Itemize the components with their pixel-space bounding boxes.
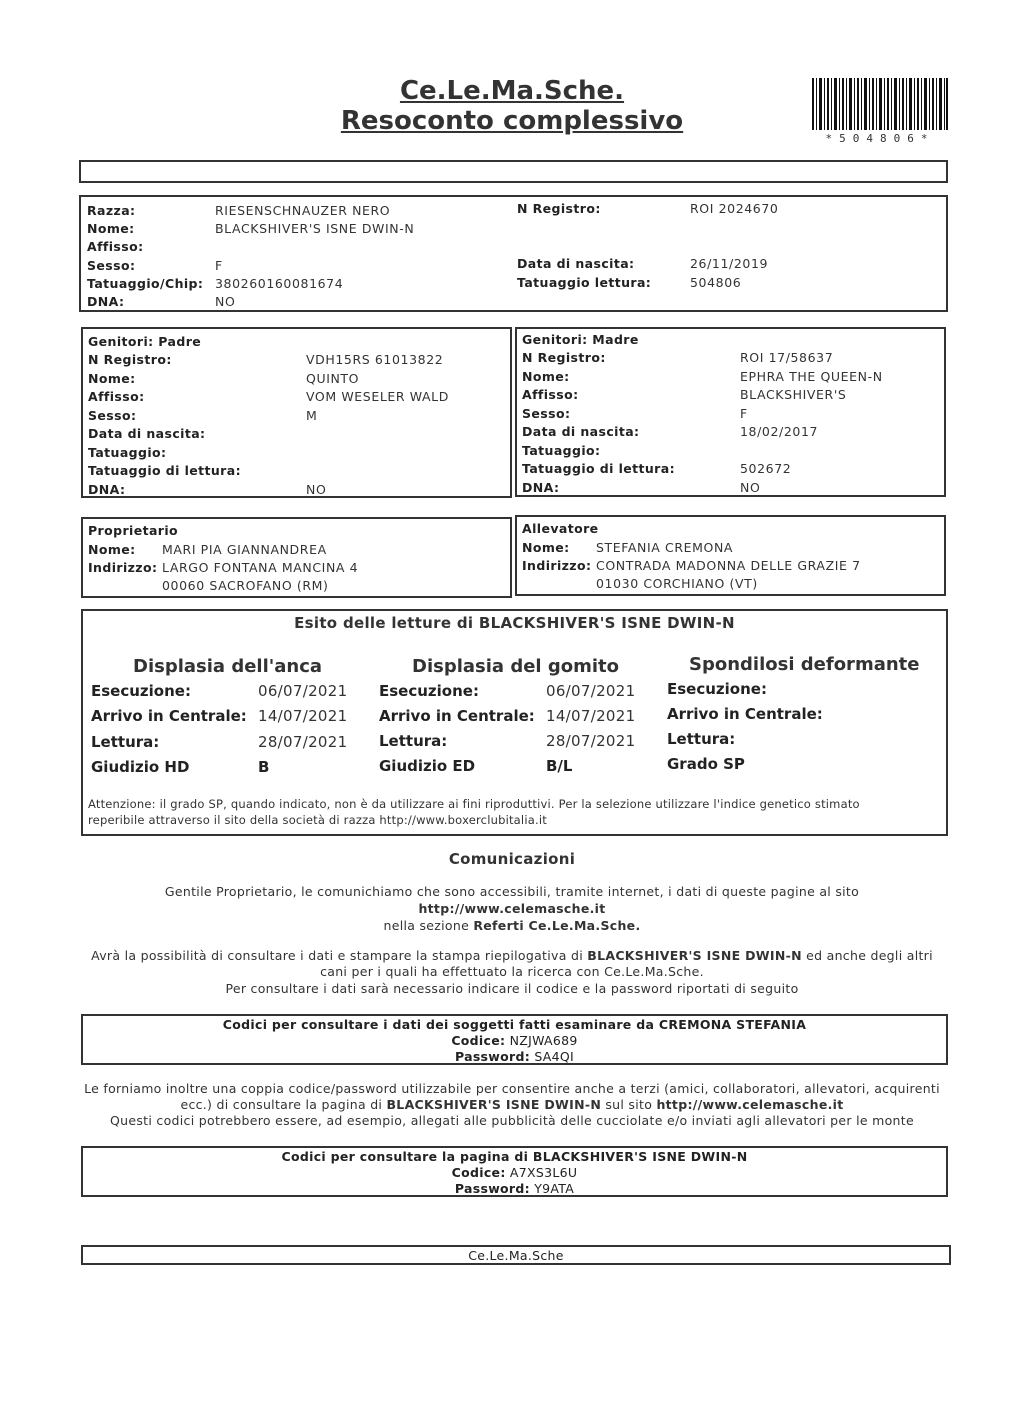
dna-value: NO (215, 294, 236, 309)
comunicazioni-p3-dogname: BLACKSHIVER'S ISNE DWIN-N (386, 1097, 602, 1112)
codes-box-dogpage (81, 1146, 948, 1197)
comunicazioni-p3-line2 (0, 1097, 1024, 1112)
razza-value: RIESENSCHNAUZER NERO (215, 203, 391, 218)
madre-nascita-label: Data di nascita: (522, 424, 640, 439)
codice-value: NZJWA689 (509, 1033, 578, 1048)
proprietario-nome-value: MARI PIA GIANNANDREA (162, 542, 327, 557)
gomito-giudizio-label: Giudizio ED (379, 757, 476, 775)
nome-value: BLACKSHIVER'S ISNE DWIN-N (215, 221, 415, 236)
madre-sesso-value: F (740, 406, 748, 421)
codes-box-dogpage-password (83, 1181, 946, 1196)
codes-box-dogpage-codice (83, 1165, 946, 1180)
anca-heading: Displasia dell'anca (133, 656, 323, 677)
madre-affisso-label: Affisso: (522, 387, 579, 402)
nome-label: Nome: (87, 221, 135, 236)
spondilosi-grado-label: Grado SP (667, 755, 745, 773)
chip-label: Tatuaggio/Chip: (87, 276, 204, 291)
codes-box-breeder (81, 1014, 948, 1065)
spondilosi-esecuzione-label: Esecuzione: (667, 680, 767, 698)
footer-text: Ce.Le.Ma.Sche (468, 1248, 564, 1263)
codes-box-breeder-codice (83, 1033, 946, 1048)
proprietario-indirizzo-line1: LARGO FONTANA MANCINA 4 (162, 560, 359, 575)
password-label: Password: (454, 1181, 530, 1196)
padre-nome-label: Nome: (88, 371, 136, 386)
sesso-value: F (215, 258, 223, 273)
comunicazioni-p2-line1-pre: Avrà la possibilità di consultare i dati e stampare la stampa riepilogativa di (91, 948, 588, 963)
padre-box (81, 327, 512, 498)
madre-title: Genitori: Madre (522, 332, 639, 347)
dog-info-box (79, 195, 948, 312)
madre-dna-value: NO (740, 480, 761, 495)
madre-nome-label: Nome: (522, 369, 570, 384)
registro-label: N Registro: (517, 201, 601, 216)
madre-registro-value: ROI 17/58637 (740, 350, 834, 365)
gomito-lettura-value: 28/07/2021 (546, 732, 636, 750)
madre-nascita-value: 18/02/2017 (740, 424, 819, 439)
padre-dna-value: NO (306, 482, 327, 497)
madre-nome-value: EPHRA THE QUEEN-N (740, 369, 883, 384)
gomito-heading: Displasia del gomito (412, 656, 619, 677)
anca-esecuzione-label: Esecuzione: (91, 682, 191, 700)
sesso-label: Sesso: (87, 258, 136, 273)
comunicazioni-url: http://www.celemasche.it (418, 901, 606, 916)
barcode-image (812, 78, 948, 130)
allevatore-indirizzo-line1: CONTRADA MADONNA DELLE GRAZIE 7 (596, 558, 861, 573)
esito-note-line2: reperibile attraverso il sito della società di razza http://www.boxerclubitalia.it (88, 813, 547, 827)
anca-lettura-value: 28/07/2021 (258, 733, 348, 751)
madre-sesso-label: Sesso: (522, 406, 571, 421)
spondilosi-arrivo-label: Arrivo in Centrale: (667, 705, 823, 723)
anca-giudizio-value: B (258, 758, 270, 776)
nascita-label: Data di nascita: (517, 256, 635, 271)
esito-note-line1: Attenzione: il grado SP, quando indicato, non è da utilizzare ai fini riproduttivi. Per la selezione utilizzare l'indice genetico stimato (88, 797, 860, 811)
padre-dna-label: DNA: (88, 482, 126, 497)
proprietario-indirizzo-line2: 00060 SACROFANO (RM) (162, 578, 329, 593)
codice-label: Codice: (451, 1165, 506, 1180)
gomito-esecuzione-label: Esecuzione: (379, 682, 479, 700)
allevatore-box (515, 515, 946, 596)
allevatore-indirizzo-line2: 01030 CORCHIANO (VT) (596, 576, 758, 591)
lettura-label: Tatuaggio lettura: (517, 275, 652, 290)
esito-title: Esito delle letture di BLACKSHIVER'S ISNE DWIN-N (294, 614, 735, 632)
comunicazioni-p1-line3-text: nella sezione (383, 918, 474, 933)
madre-lettura-label: Tatuaggio di lettura: (522, 461, 675, 476)
gomito-esecuzione-value: 06/07/2021 (546, 682, 636, 700)
spondilosi-heading: Spondilosi deformante (689, 654, 920, 675)
comunicazioni-p1-line3 (0, 918, 1024, 933)
codice-value: A7XS3L6U (509, 1165, 578, 1180)
codes-box-breeder-title: Codici per consultare i dati dei soggetti fatti esaminare da CREMONA STEFANIA (222, 1017, 807, 1032)
razza-label: Razza: (87, 203, 136, 218)
comunicazioni-p2-line1-post: ed anche degli altri (801, 948, 933, 963)
padre-registro-label: N Registro: (88, 352, 172, 367)
allevatore-nome-value: STEFANIA CREMONA (596, 540, 734, 555)
password-label: Password: (454, 1049, 531, 1064)
comunicazioni-p2-line2: cani per i quali ha effettuato la ricerca con Ce.Le.Ma.Sche. (320, 964, 704, 979)
allevatore-title: Allevatore (522, 521, 599, 536)
comunicazioni-p2-line1 (0, 948, 1024, 963)
empty-header-box (79, 160, 948, 183)
allevatore-indirizzo-label: Indirizzo: (522, 558, 592, 573)
padre-affisso-value: VOM WESELER WALD (306, 389, 449, 404)
comunicazioni-p3-line2-pre: ecc.) di consultare la pagina di (180, 1097, 387, 1112)
gomito-lettura-label: Lettura: (379, 732, 448, 750)
padre-sesso-value: M (306, 408, 318, 423)
esito-box (81, 609, 948, 836)
spondilosi-lettura-label: Lettura: (667, 730, 736, 748)
nascita-value: 26/11/2019 (690, 256, 769, 271)
padre-nome-value: QUINTO (306, 371, 360, 386)
comunicazioni-p3-url: http://www.celemasche.it (656, 1097, 844, 1112)
madre-tatuaggio-label: Tatuaggio: (522, 443, 601, 458)
password-value: Y9ATA (534, 1181, 575, 1196)
madre-affisso-value: BLACKSHIVER'S (740, 387, 847, 402)
anca-esecuzione-value: 06/07/2021 (258, 682, 348, 700)
proprietario-title: Proprietario (88, 523, 179, 538)
chip-value: 380260160081674 (215, 276, 344, 291)
anca-lettura-label: Lettura: (91, 733, 160, 751)
affisso-label: Affisso: (87, 239, 144, 254)
padre-registro-value: VDH15RS 61013822 (306, 352, 444, 367)
dna-label: DNA: (87, 294, 125, 309)
madre-registro-label: N Registro: (522, 350, 606, 365)
padre-lettura-label: Tatuaggio di lettura: (88, 463, 241, 478)
codice-label: Codice: (451, 1033, 506, 1048)
anca-arrivo-label: Arrivo in Centrale: (91, 707, 247, 725)
allevatore-nome-label: Nome: (522, 540, 570, 555)
comunicazioni-p2-line3: Per consultare i dati sarà necessario indicare il codice e la password riportati di seguito (225, 981, 799, 996)
padre-affisso-label: Affisso: (88, 389, 145, 404)
comunicazioni-p1-line1: Gentile Proprietario, le comunichiamo che sono accessibili, tramite internet, i dati di queste pagine al sito (164, 884, 860, 899)
comunicazioni-p3-line2-mid: sul sito (601, 1097, 657, 1112)
registro-value: ROI 2024670 (690, 201, 779, 216)
padre-nascita-label: Data di nascita: (88, 426, 206, 441)
gomito-arrivo-label: Arrivo in Centrale: (379, 707, 535, 725)
document-title: Ce.Le.Ma.Sche. (399, 76, 625, 106)
anca-arrivo-value: 14/07/2021 (258, 707, 348, 725)
codes-box-dogpage-title: Codici per consultare la pagina di BLACKSHIVER'S ISNE DWIN-N (281, 1149, 748, 1164)
barcode-number: *504806* (825, 132, 935, 145)
proprietario-nome-label: Nome: (88, 542, 136, 557)
padre-title: Genitori: Padre (88, 334, 202, 349)
madre-box (515, 327, 946, 497)
footer-box (81, 1245, 951, 1265)
document-subtitle: Resoconto complessivo (340, 106, 684, 136)
proprietario-box (81, 517, 512, 598)
comunicazioni-title: Comunicazioni (448, 850, 576, 868)
anca-giudizio-label: Giudizio HD (91, 758, 190, 776)
lettura-value: 504806 (690, 275, 742, 290)
padre-sesso-label: Sesso: (88, 408, 137, 423)
madre-lettura-value: 502672 (740, 461, 792, 476)
padre-tatuaggio-label: Tatuaggio: (88, 445, 167, 460)
gomito-giudizio-value: B/L (546, 757, 573, 775)
gomito-arrivo-value: 14/07/2021 (546, 707, 636, 725)
comunicazioni-p2-dogname: BLACKSHIVER'S ISNE DWIN-N (587, 948, 802, 963)
codes-box-breeder-password (83, 1049, 946, 1064)
comunicazioni-p3-line3: Questi codici potrebbero essere, ad esempio, allegati alle pubblicità delle cucciolate e/o inviati agli allevatori per le monte (110, 1113, 914, 1128)
madre-dna-label: DNA: (522, 480, 560, 495)
password-value: SA4QI (534, 1049, 575, 1064)
comunicazioni-p3-line1: Le forniamo inoltre una coppia codice/password utilizzabile per consentire anche a terzi (amici, collaboratori, allevatori, acquirenti (84, 1081, 940, 1096)
comunicazioni-referti-label: Referti Ce.Le.Ma.Sche. (473, 918, 641, 933)
proprietario-indirizzo-label: Indirizzo: (88, 560, 158, 575)
